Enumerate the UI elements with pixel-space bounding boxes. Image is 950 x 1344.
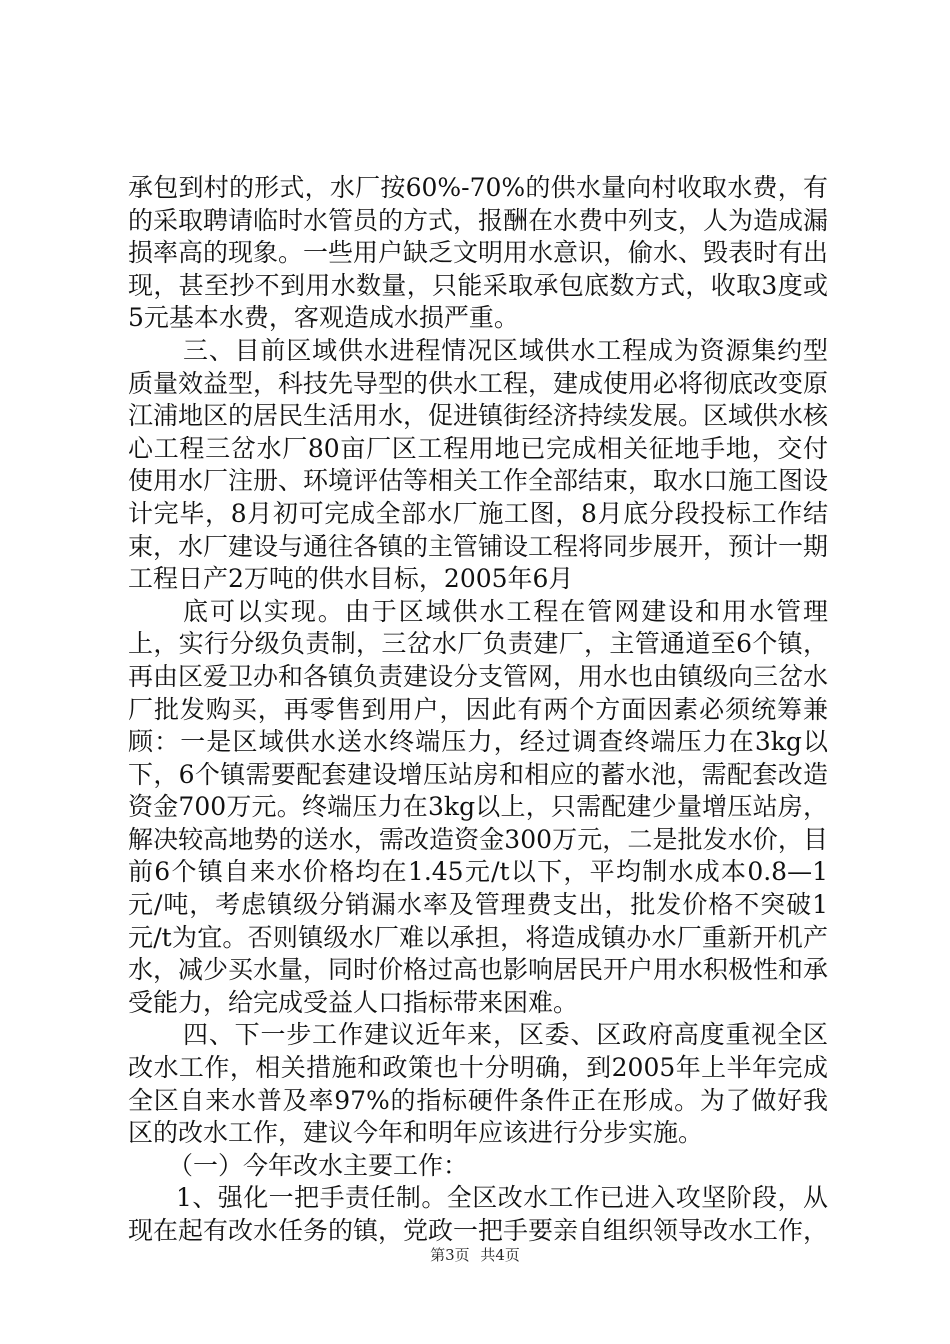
paragraph-section-three: 三、目前区域供水进程情况区域供水工程成为资源集约型质量效益型，科技先导型的供水工程，建成使用必将彻底改变原江浦地区的居民生活用水，促进镇街经济持续发展。区域供水核心工程三岔水厂80亩厂区工程用地已完成相关征地手地，交付使用水厂注册、环境评估等相关工作全部结束，取水口施工图设计完毕，8月初可完成全部水厂施工图，8月底分段投标工作结束，水厂建设与通往各镇的主管铺设工程将同步展开，预计一期工程日产2万吨的供水目标，2005年6月: [128, 335, 829, 594]
paragraph-continuation: 承包到村的形式，水厂按60%-70%的供水量向村收取水费，有的采取聘请临时水管员的方式，报酬在水费中列支，人为造成漏损率高的现象。一些用户缺乏文明用水意识，偷水、毁表时有出现，甚至抄不到用水数量，只能采取承包底数方式，收取3度或5元基本水费，客观造成水损严重。: [128, 173, 829, 333]
paragraph-section-four: 四、下一步工作建议近年来，区委、区政府高度重视全区改水工作，相关措施和政策也十分明确，到2005年上半年完成全区自来水普及率97%的指标硬件条件正在形成。为了做好我区的改水工作，建议今年和明年应该进行分步实施。: [128, 1020, 828, 1148]
page-number: 第3页: [430, 1246, 470, 1264]
subheading-this-year: （一）今年改水主要工作：: [168, 1150, 469, 1180]
page-total: 共4页: [480, 1246, 520, 1264]
paragraph-item-one: 1、强化一把手责任制。全区改水工作已进入攻坚阶段，从现在起有改水任务的镇，党政一把手要亲自组织领导改水工作，: [128, 1183, 829, 1245]
page-footer: [0, 1244, 950, 1265]
paragraph-section-three-cont: 底可以实现。由于区域供水工程在管网建设和用水管理上，实行分级负责制，三岔水厂负责建厂，主管通道至6个镇，再由区爱卫办和各镇负责建设分支管网，用水也由镇级向三岔水厂批发购买，再零售到用户，因此有两个方面因素必须统筹兼顾：一是区域供水送水终端压力，经过调查终端压力在3kg以下，6个镇需要配套建设增压站房和相应的蓄水池，需配套改造资金700万元。终端压力在3kg以上，只需配建少量增压站房，解决较高地势的送水，需改造资金300万元，二是批发水价，目前6个镇自来水价格均在1.45元/t以下，平均制水成本0.8—1元/吨，考虑镇级分销漏水率及管理费支出，批发价格不突破1元/t为宜。否则镇级水厂难以承担，将造成镇办水厂重新开机产水，减少买水量，同时价格过高也影响居民开户用水积极性和承受能力，给完成受益人口指标带来困难。: [128, 596, 829, 1017]
document-body: [128, 172, 828, 1248]
